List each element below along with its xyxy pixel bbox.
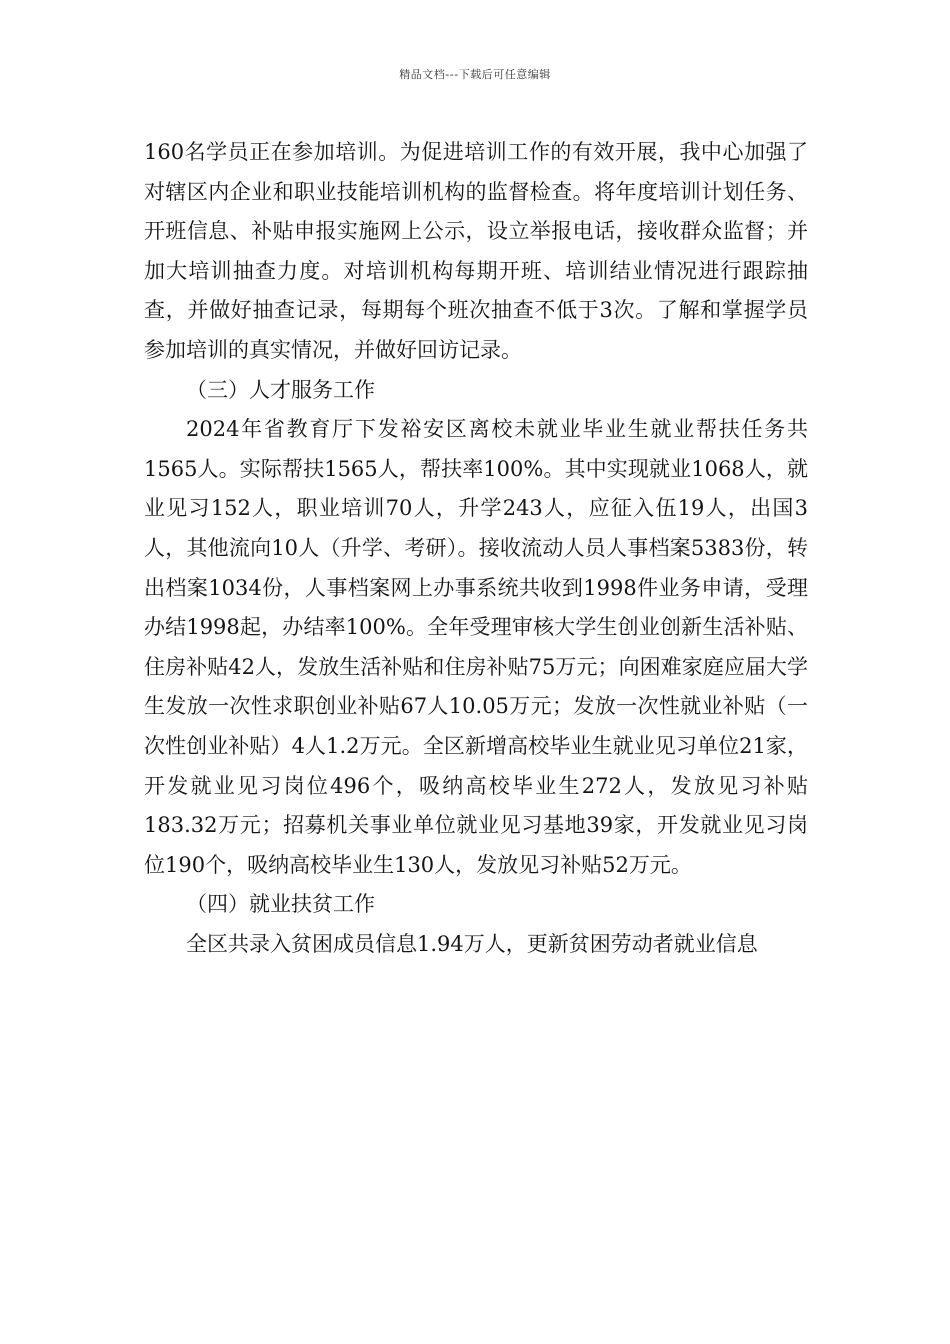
body-paragraph-training: 160名学员正在参加培训。为促进培训工作的有效开展，我中心加强了对辖区内企业和职业技能培训机构的监督检查。将年度培训计划任务、开班信息、补贴申报实施网上公示，设立举报电话，接收群众监督；并加大培训抽查力度。对培训机构每期开班、培训结业情况进行跟踪抽查，并做好抽查记录，每期每个班次抽查不低于3次。了解和掌握学员参加培训的真实情况，并做好回访记录。: [144, 140, 808, 362]
document-body: [144, 133, 808, 964]
section-heading-employment-poverty: （四）就业扶贫工作: [186, 892, 375, 917]
body-paragraph-talent-services: 2024年省教育厅下发裕安区离校未就业毕业生就业帮扶任务共1565人。实际帮扶1565人，帮扶率100%。其中实现就业1068人，就业见习152人，职业培训70人，升学243人，应征入伍19人，出国3人，其他流向10人（升学、考研）。接收流动人员人事档案5383份，转出档案1034份，人事档案网上办事系统共收到1998件业务申请，受理办结1998起，办结率100%。全年受理审核大学生创业创新生活补贴、住房补贴42人，发放生活补贴和住房补贴75万元；向困难家庭应届大学生发放一次性求职创业补贴67人10.05万元；发放一次性就业补贴（一次性创业补贴）4人1.2万元。全区新增高校毕业生就业见习单位21家，开发就业见习岗位496个，吸纳高校毕业生272人，发放见习补贴183.32万元；招募机关事业单位就业见习基地39家，开发就业见习岗位190个，吸纳高校毕业生130人，发放见习补贴52万元。: [144, 417, 808, 877]
body-paragraph-employment-poverty: 全区共录入贫困成员信息1.94万人，更新贫困劳动者就业信息: [186, 931, 758, 956]
section-heading-talent-services: （三）人才服务工作: [186, 377, 375, 402]
page-header: 精品文档---下载后可任意编辑: [399, 68, 551, 81]
